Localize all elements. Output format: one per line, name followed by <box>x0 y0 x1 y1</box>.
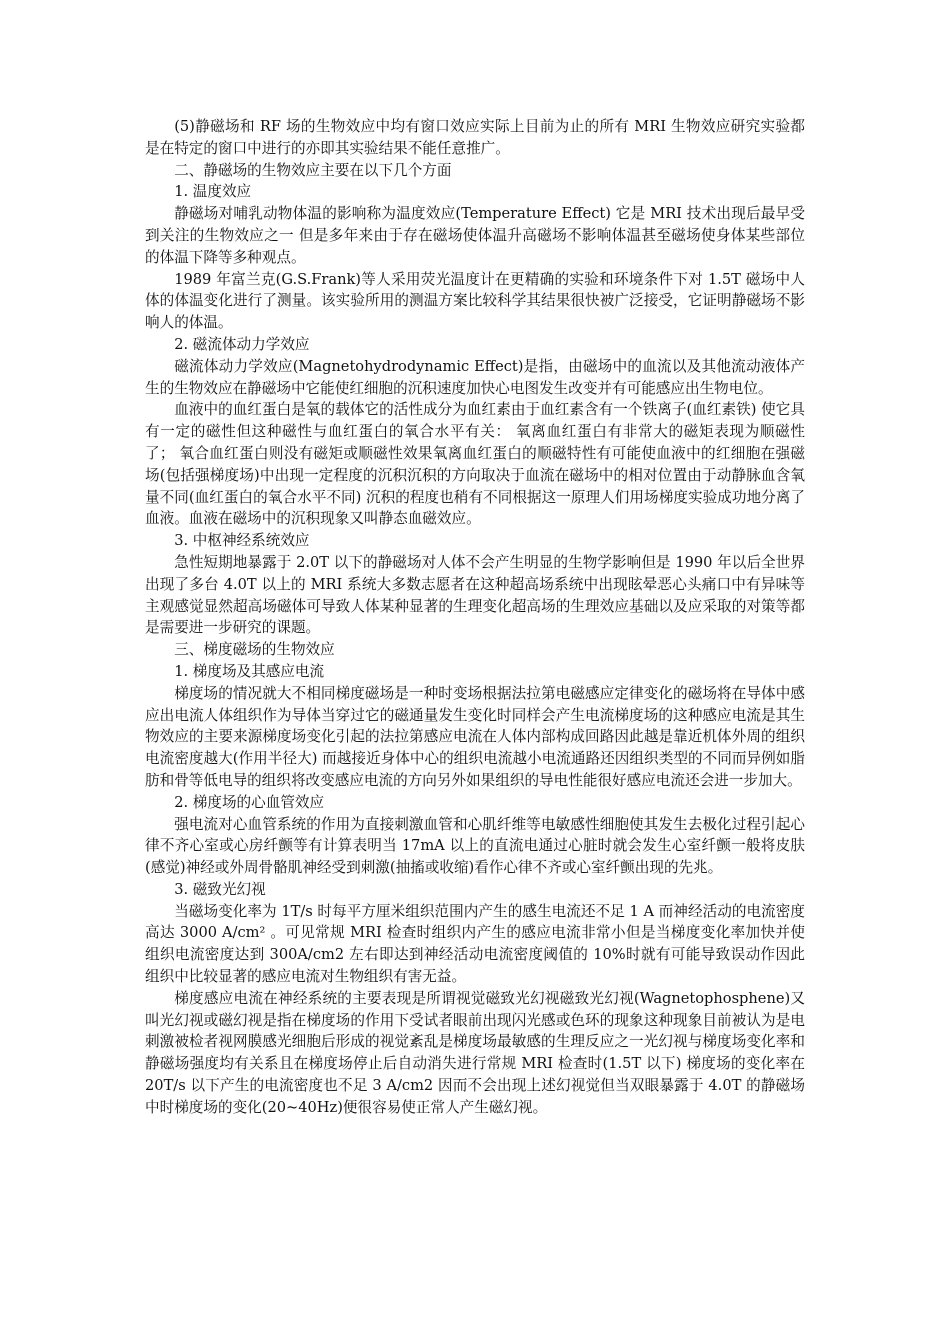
subheading-cns-effect: 3. 中枢神经系统效应 <box>174 532 310 550</box>
paragraph-induced-current: 梯度场的情况就大不相同梯度磁场是一种时变场根据法拉第电磁感应定律变化的磁场将在导体中感应出电流人体组织作为导体当穿过它的磁通量发生变化时同样会产生电流梯度场的这种感应电流是其生物效应的主要来源梯度场变化引起的法拉第感应电流在人体内部构成回路因此越是靠近机体外周的组织电流密度越大(作用半径大) 而越接近身体中心的组织电流越小电流通路还因组织类型的不同而异例如脂肪和骨等低电导的组织将改变感应电流的方向另外如果组织的导电性能很好感应电流还会进一步加大。 <box>145 684 805 789</box>
section-heading-gradient-field: 三、梯度磁场的生物效应 <box>174 641 335 659</box>
subheading-induced-current: 1. 梯度场及其感应电流 <box>174 662 325 680</box>
subheading-temperature-effect: 1. 温度效应 <box>174 183 252 201</box>
paragraph-window-effect: (5)静磁场和 RF 场的生物效应中均有窗口效应实际上目前为止的所有 MRI 生物效应研究实验都是在特定的窗口中进行的亦即其实验结果不能任意推广。 <box>145 118 805 157</box>
subheading-magnetophosphene: 3. 磁致光幻视 <box>174 880 266 898</box>
paragraph-cns-effect: 急性短期地暴露于 2.0T 以下的静磁场对人体不会产生明显的生物学影响但是 1990 年以后全世界出现了多台 4.0T 以上的 MRI 系统大多数志愿者在这种超高场系统中出现眩晕恶心头痛口中有异味等主观感觉显然超高场磁体可导致人体某种显著的生理变化超高场的生理效应基础以及应采取的对策等都是需要进一步研究的课题。 <box>145 553 805 637</box>
section-heading-static-field: 二、静磁场的生物效应主要在以下几个方面 <box>174 161 452 179</box>
paragraph-current-density: 当磁场变化率为 1T/s 时每平方厘米组织范围内产生的感生电流还不足 1 A 而神经活动的电流密度高达 3000 A/cm² 。可见常规 MRI 检查时组织内产生的感应电流非常小但是当梯度变化率加快并使组织电流密度达到 300A/cm2 左右即达到神经活动电流密度阈值的 10%时就有可能导致误动作因此组织中比较显著的感应电流对生物组织有害无益。 <box>145 902 805 986</box>
paragraph-cardiovascular: 强电流对心血管系统的作用为直接刺激血管和心肌纤维等电敏感性细胞使其发生去极化过程引起心律不齐心室或心房纤颤等有计算表明当 17mA 以上的直流电通过心脏时就会发生心室纤颤一般将皮肤(感觉)神经或外周骨骼肌神经受到刺激(抽搐或收缩)看作心律不齐或心室纤颤出现的先兆。 <box>145 815 805 877</box>
subheading-magnetohydrodynamic: 2. 磁流体动力学效应 <box>174 335 310 353</box>
paragraph-magnetohydrodynamic: 磁流体动力学效应(Magnetohydrodynamic Effect)是指，由磁场中的血流以及其他流动液体产生的生物效应在静磁场中它能使红细胞的沉积速度加快心电图发生改变并有可能感应出生物电位。 <box>145 357 805 397</box>
paragraph-magnetophosphene: 梯度感应电流在神经系统的主要表现是所谓视觉磁致光幻视磁致光幻视(Wagnetophosphene)又叫光幻视或磁幻视是指在梯度场的作用下受试者眼前出现闪光感或色环的现象这种现象目前被认为是电刺激被检者视网膜感光细胞后形成的视觉紊乱是梯度场最敏感的生理反应之一光幻视与梯度场变化率和静磁场强度均有关系且在梯度场停止后自动消失进行常规 MRI 检查时(1.5T 以下) 梯度场的变化率在 20T/s 以下产生的电流密度也不足 3 A/cm2 因而不会出现上述幻视觉但当双眼暴露于 4.0T 的静磁场中时梯度场的变化(20~40Hz)便很容易使正常人产生磁幻视。 <box>145 989 805 1116</box>
subheading-cardiovascular: 2. 梯度场的心血管效应 <box>174 793 325 811</box>
paragraph-hemoglobin: 血液中的血红蛋白是氧的载体它的活性成分为血红素由于血红素含有一个铁离子(血红素铁) 使它具有一定的磁性但这种磁性与血红蛋白的氧合水平有关： 氧离血红蛋白有非常大的磁矩表现为顺磁性了； 氧合血红蛋白则没有磁矩或顺磁性效果氧离血红蛋白的顺磁特性有可能使血液中的红细胞在强磁场(包括强梯度场)中出现一定程度的沉积沉积的方向取决于血流在磁场中的相对位置由于动静脉血含氧量不同(血红蛋白的氧合水平不同) 沉积的程度也稍有不同根据这一原理人们用场梯度实验成功地分离了血液。血液在磁场中的沉积现象又叫静态血磁效应。 <box>145 401 805 528</box>
paragraph-frank-experiment: 1989 年富兰克(G.S.Frank)等人采用荧光温度计在更精确的实验和环境条件下对 1.5T 磁场中人体的体温变化进行了测量。该实验所用的测温方案比较科学其结果很快被广泛接受，它证明静磁场不影响人的体温。 <box>145 270 805 332</box>
document-body <box>145 116 805 1119</box>
paragraph-temperature-effect: 静磁场对哺乳动物体温的影响称为温度效应(Temperature Effect) 它是 MRI 技术出现后最早受到关注的生物效应之一 但是多年来由于存在磁场使体温升高磁场不影响体温甚至磁场使身体某些部位的体温下降等多种观点。 <box>145 205 805 266</box>
